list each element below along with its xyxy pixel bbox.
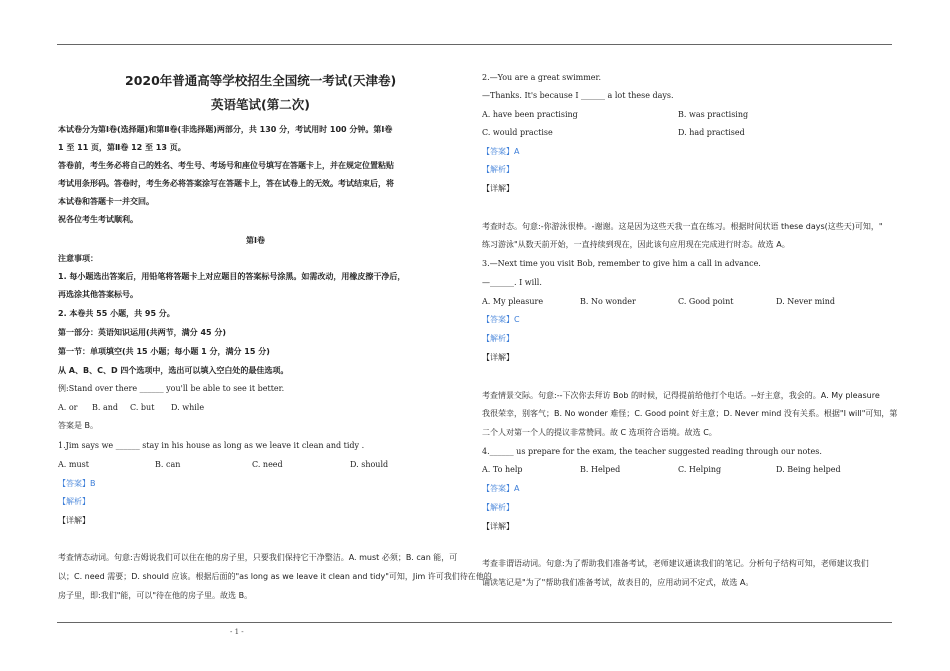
analysis-tag: 【解析】 <box>482 503 514 512</box>
explanation-line: 练习游泳"从数天前开始，一直持续到现在，因此该句应用现在完成进行时态。故选 A。 <box>482 240 790 249</box>
notes-heading: 注意事项： <box>58 254 98 263</box>
instruction-line: 从 A、B、C、D 四个选项中，选出可以填入空白处的最佳选项。 <box>58 366 289 375</box>
intro-line: 本试卷和答题卡一并交回。 <box>58 197 154 206</box>
question-stem: 3.—Next time you visit Bob, remember to give him a call in advance. <box>482 259 761 268</box>
explanation-line: 二个人对第一个人的提议非常赞同。故 C 选项符合语境。故选 C。 <box>482 428 717 437</box>
example-option: B. and <box>92 403 119 412</box>
question-option: A. must <box>58 460 89 469</box>
explanation-line: 考查时态。句意:-你游泳很棒。-谢谢。这是因为这些天我一直在练习。根据时间状语 these days(这些天)可知，" <box>482 222 883 231</box>
analysis-tag: 【解析】 <box>482 165 514 174</box>
example-stem: 例:Stand over there ______ you'll be able to see it better. <box>58 384 285 393</box>
question-option: D. Being helped <box>776 465 841 474</box>
question-option: B. Helped <box>580 465 621 474</box>
question-option: C. Helping <box>678 465 722 474</box>
explanation-line: 我很荣幸，别客气；B. No wonder 难怪；C. Good point 好主意；D. Never mind 没有关系。根据"I will"可知，第 <box>482 409 898 418</box>
answer-tag: 【答案】A <box>482 484 520 493</box>
example-option: A. or <box>58 403 78 412</box>
answer-tag: 【答案】B <box>58 479 96 488</box>
question-stem: 4.______ us prepare for the exam, the teacher suggested reading through our notes. <box>482 447 822 456</box>
answer-tag: 【答案】A <box>482 147 520 156</box>
intro-line: 考试用条形码。答卷时，考生务必将答案涂写在答题卡上，答在试卷上的无效。考试结束后，将 <box>58 179 394 188</box>
question-option: C. Good point <box>678 297 734 306</box>
analysis-tag: 【解析】 <box>58 497 90 506</box>
question-option: B. can <box>155 460 181 469</box>
section-heading: 第一节：单项填空(共 15 小题；每小题 1 分，满分 15 分) <box>58 347 270 356</box>
question-stem: —______. I will. <box>482 278 542 287</box>
explanation-line: 诵读笔记是"为了"帮助我们准备考试，故表目的，应用动词不定式，故选 A。 <box>482 578 754 587</box>
intro-line: 本试卷分为第Ⅰ卷(选择题)和第Ⅱ卷(非选择题)两部分，共 130 分，考试用时 100 分钟。第Ⅰ卷 <box>58 125 393 134</box>
question-option: C. would practise <box>482 128 553 137</box>
detail-tag: 【详解】 <box>482 522 514 531</box>
intro-line: 答卷前，考生务必将自己的姓名、考生号、考场号和座位号填写在答题卡上，并在规定位置粘贴 <box>58 161 394 170</box>
example-option: C. but <box>130 403 155 412</box>
analysis-tag: 【解析】 <box>482 334 514 343</box>
question-option: A. To help <box>482 465 523 474</box>
question-option: A. My pleasure <box>482 297 544 306</box>
answer-tag: 【答案】C <box>482 315 520 324</box>
page-number: - 1 - <box>230 628 244 636</box>
question-stem: 1.Jim says we ______ stay in his house as long as we leave it clean and tidy . <box>58 441 365 450</box>
note-line: 2. 本卷共 55 小题，共 95 分。 <box>58 309 175 318</box>
question-option: A. have been practising <box>482 110 578 119</box>
volume-heading: 第Ⅰ卷 <box>246 236 265 245</box>
example-option: D. while <box>171 403 205 412</box>
part-heading: 第一部分：英语知识运用(共两节，满分 45 分) <box>58 328 227 337</box>
exam-subtitle: 英语笔试(第二次) <box>211 97 310 112</box>
question-stem: —Thanks. It's because I ______ a lot these days. <box>482 91 674 100</box>
explanation-line: 考查非谓语动词。句意:为了帮助我们准备考试，老师建议通读我们的笔记。分析句子结构可知，老师建议我们 <box>482 559 869 568</box>
exam-title: 2020年普通高等学校招生全国统一考试(天津卷) <box>125 73 397 88</box>
question-option: B. No wonder <box>580 297 636 306</box>
explanation-line: 以；C. need 需要；D. should 应该。根据后面的"as long as we leave it clean and tidy"可知，Jim 许可我们待在他的 <box>58 572 492 581</box>
question-option: D. Never mind <box>776 297 835 306</box>
question-option: B. was practising <box>678 110 749 119</box>
explanation-line: 考查情景交际。句意:--下次你去拜访 Bob 的时候，记得提前给他打个电话。--好主意，我会的。A. My pleasure <box>482 391 880 400</box>
detail-tag: 【详解】 <box>482 184 514 193</box>
explanation-line: 考查情态动词。句意:吉姆说我们可以住在他的房子里，只要我们保持它干净整洁。A. must 必须；B. can 能，可 <box>58 553 458 562</box>
example-answer: 答案是 B。 <box>58 421 99 430</box>
explanation-line: 房子里，即:我们"能，可以"待在他的房子里。故选 B。 <box>58 591 253 600</box>
detail-tag: 【详解】 <box>482 353 514 362</box>
question-option: D. should <box>350 460 389 469</box>
note-line: 1. 每小题选出答案后，用铅笔将答题卡上对应题目的答案标号涂黑。如需改动，用橡皮擦干净后， <box>58 272 406 281</box>
intro-line: 1 至 11 页，第Ⅱ卷 12 至 13 页。 <box>58 143 186 152</box>
intro-line: 祝各位考生考试顺利。 <box>58 215 138 224</box>
question-option: C. need <box>252 460 283 469</box>
question-stem: 2.—You are a great swimmer. <box>482 73 602 82</box>
note-line: 再选涂其他答案标号。 <box>58 290 138 299</box>
question-option: D. had practised <box>678 128 745 137</box>
detail-tag: 【详解】 <box>58 516 90 525</box>
